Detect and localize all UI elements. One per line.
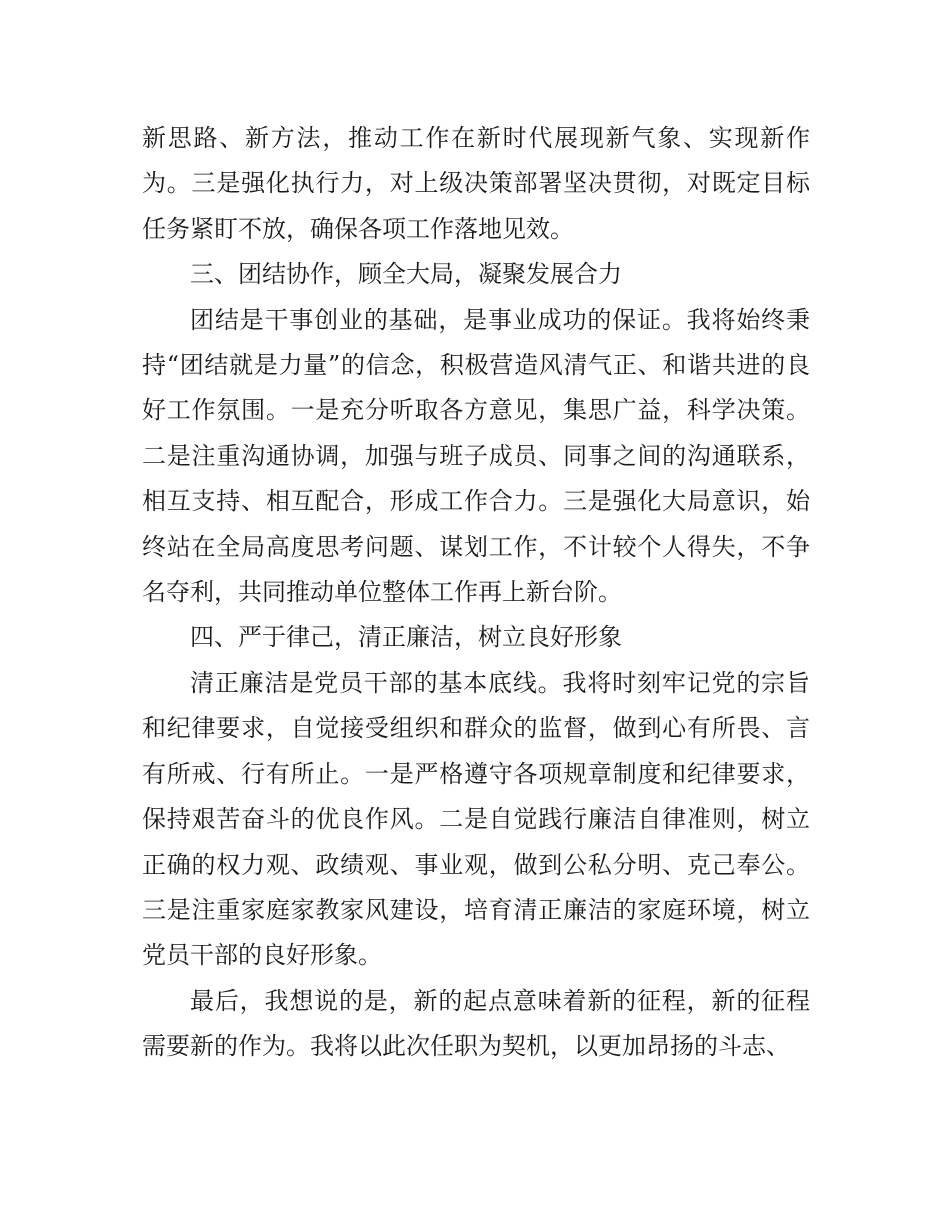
paragraph-integrity: 清正廉洁是党员干部的基本底线。我将时刻牢记党的宗旨和纪律要求，自觉接受组织和群众的监督，做到心有所畏、言有所戒、行有所止。一是严格遵守各项规章制度和纪律要求，保持艰苦奋斗的优良作风。二是自觉践行廉洁自律准则，树立正确的权力观、政绩观、事业观，做到公私分明、克己奉公。三是注重家庭家教家风建设，培育清正廉洁的家庭环境，树立党员干部的良好形象。: [142, 668, 810, 970]
paragraph-continuation: 新思路、新方法，推动工作在新时代展现新气象、实现新作为。三是强化执行力，对上级决策部署坚决贯彻，对既定目标任务紧盯不放，确保各项工作落地见效。: [142, 124, 810, 243]
paragraph-closing: 最后，我想说的是，新的起点意味着新的征程，新的征程需要新的作为。我将以此次任职为契机，以更加昂扬的斗志、: [142, 986, 810, 1061]
section-heading-three: 三、团结协作，顾全大局，凝聚发展合力: [190, 260, 622, 289]
section-heading-four: 四、严于律己，清正廉洁，树立良好形象: [190, 623, 622, 652]
paragraph-unity: 团结是干事创业的基础，是事业成功的保证。我将始终秉持“团结就是力量”的信念，积极营造风清气正、和谐共进的良好工作氛围。一是充分听取各方意见，集思广益，科学决策。二是注重沟通协调，加强与班子成员、同事之间的沟通联系，相互支持、相互配合，形成工作合力。三是强化大局意识，始终站在全局高度思考问题、谋划工作，不计较个人得失，不争名夺利，共同推动单位整体工作再上新台阶。: [142, 305, 810, 607]
document-page: [142, 116, 810, 1070]
